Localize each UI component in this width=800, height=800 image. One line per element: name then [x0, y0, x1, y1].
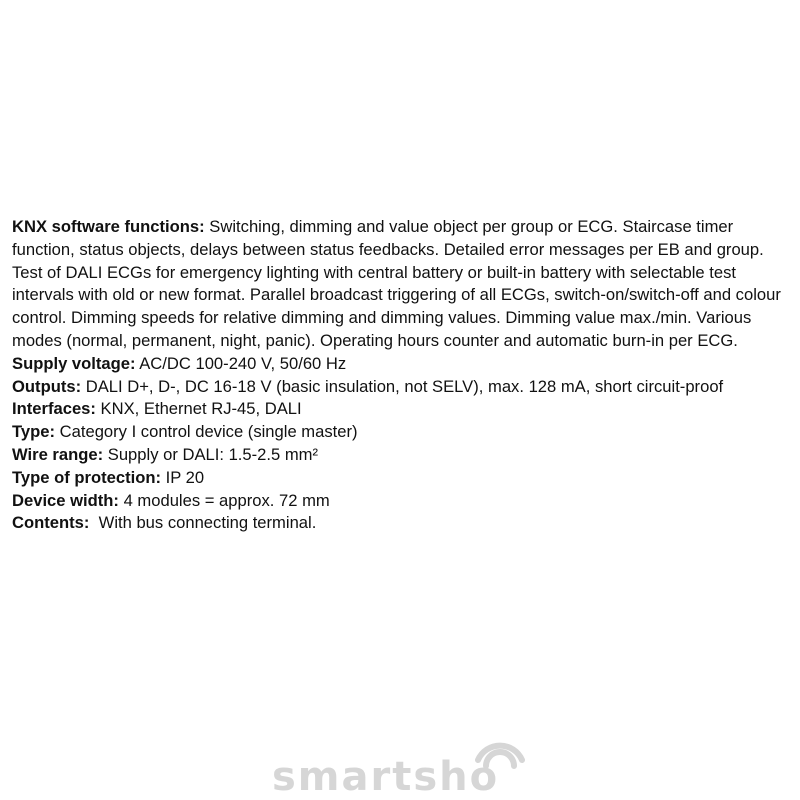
spec-value: 4 modules = approx. 72 mm — [118, 490, 330, 510]
spec-label: Wire range: — [12, 444, 104, 464]
specifications-list — [12, 216, 792, 535]
smartshop-watermark-logo — [272, 736, 532, 800]
spec-type-of-protection — [12, 467, 792, 490]
spec-value: Switching, dimming and value object per group or ECG. Staircase timer function, status objects, delays between status feedbacks. Detailed error messages per EB and group. Test of DALI ECGs for emergency lighting with central battery or built-in battery with selectable test intervals with old or new format. Parallel broadcast triggering of all ECGs, switch-on/switch-off and colour control. Dimming speeds for relative dimming and dimming values. Dimming value max./min. Various modes (normal, permanent, night, panic). Operating hours counter and automatic burn-in per ECG. — [12, 217, 781, 350]
spec-value: Supply or DALI: 1.5-2.5 mm² — [103, 444, 319, 464]
spec-label: Device width: — [12, 490, 119, 510]
spec-label: Supply voltage: — [12, 353, 136, 373]
spec-value: With bus connecting terminal. — [89, 513, 317, 533]
spec-value: AC/DC 100-240 V, 50/60 Hz — [135, 353, 347, 373]
spec-label: KNX software functions: — [12, 217, 205, 236]
spec-supply-voltage — [12, 353, 792, 376]
spec-value: KNX, Ethernet RJ-45, DALI — [95, 399, 302, 419]
spec-label: Contents: — [12, 513, 90, 533]
spec-interfaces — [12, 398, 792, 421]
spec-contents — [12, 512, 792, 535]
spec-value: Category I control device (single master) — [55, 422, 358, 442]
spec-outputs — [12, 376, 792, 399]
spec-knx-software-functions — [12, 216, 792, 353]
watermark-text: smartsho — [272, 754, 500, 800]
spec-label: Type of protection: — [12, 467, 162, 487]
spec-device-width — [12, 490, 792, 513]
watermark-svg — [272, 736, 532, 800]
spec-label: Interfaces: — [12, 399, 96, 419]
spec-type — [12, 421, 792, 444]
spec-value: IP 20 — [161, 467, 205, 487]
spec-value: DALI D+, D-, DC 16-18 V (basic insulation, not SELV), max. 128 mA, short circuit-proof — [81, 376, 724, 396]
spec-label: Type: — [12, 422, 56, 442]
spec-wire-range — [12, 444, 792, 467]
spec-label: Outputs: — [12, 376, 82, 396]
